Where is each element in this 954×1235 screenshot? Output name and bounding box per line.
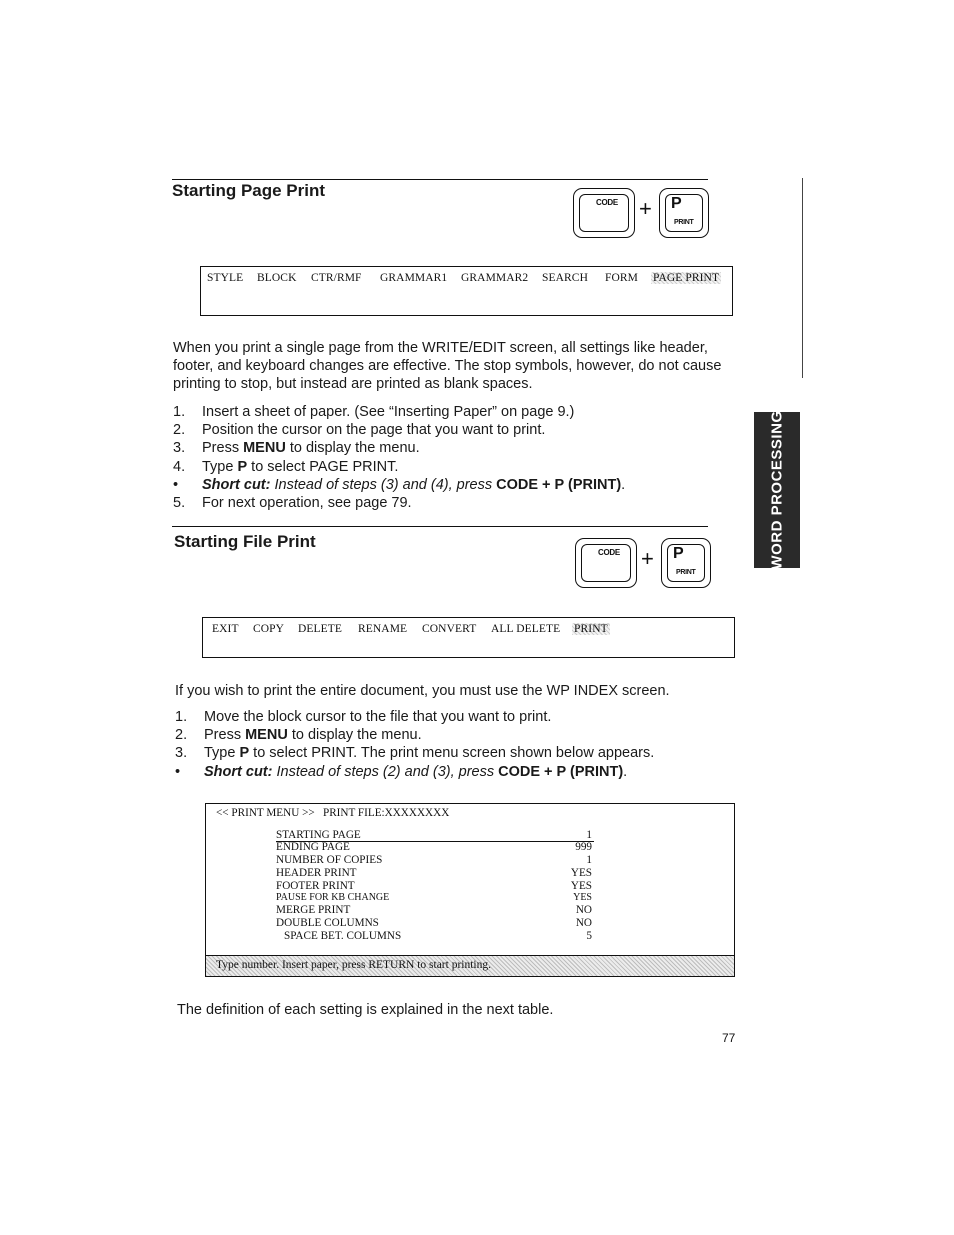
setting-value[interactable]: 999 — [575, 841, 592, 853]
status-message: Type number. Insert paper, press RETURN to start printing. — [216, 959, 492, 971]
p-key-icon — [659, 188, 709, 238]
list-item: 3. Type P to select PRINT. The print menu screen shown below appears. — [175, 745, 655, 762]
print-menu-screen — [205, 803, 735, 956]
menu-item-style[interactable]: STYLE — [207, 272, 244, 284]
plus-sign: + — [639, 196, 652, 221]
p-key-label: PRINT — [676, 569, 696, 576]
list-item: 1. Move the block cursor to the file that you want to print. — [175, 709, 552, 725]
section1-key-combo — [570, 186, 710, 238]
setting-label: MERGE PRINT — [276, 904, 351, 916]
section2-heading: Starting File Print — [174, 532, 316, 551]
list-item: 3. Press MENU to display the menu. — [173, 440, 420, 457]
section2-rule — [172, 526, 708, 527]
list-item: 1. Insert a sheet of paper. (See “Inserting Paper” on page 9.) — [173, 404, 575, 420]
page-number: 77 — [722, 1031, 736, 1045]
section1-paragraph: When you print a single page from the WRITE/EDIT screen, all settings like header, footer, and keyboard changes are effective. The stop symbols, however, do not cause printing to stop, but instead are printed as blank spaces. — [173, 340, 722, 392]
menu-item-block[interactable]: BLOCK — [257, 272, 297, 284]
menu-item-grammar1[interactable]: GRAMMAR1 — [380, 272, 448, 284]
section-tab-label: WORD PROCESSING — [768, 410, 786, 570]
setting-label: PAUSE FOR KB CHANGE — [276, 892, 390, 903]
menu-item-exit[interactable]: EXIT — [212, 623, 239, 635]
setting-value[interactable]: YES — [573, 892, 592, 903]
section-tab — [754, 412, 800, 568]
setting-value[interactable]: 1 — [586, 829, 592, 841]
setting-value[interactable]: NO — [575, 904, 592, 916]
margin-line — [802, 178, 803, 378]
section2-paragraph: If you wish to print the entire document, you must use the WP INDEX screen. — [175, 683, 670, 699]
setting-value[interactable]: YES — [570, 880, 592, 892]
setting-label: SPACE BET. COLUMNS — [284, 930, 402, 942]
setting-value[interactable]: 5 — [586, 930, 592, 942]
setting-label: STARTING PAGE — [276, 829, 361, 841]
shortcut-item: • Short cut: Instead of steps (3) and (4), press CODE + P (PRINT). — [173, 476, 626, 493]
p-key-label: PRINT — [674, 219, 694, 226]
code-key-icon — [575, 538, 637, 588]
section1-heading: Starting Page Print — [172, 181, 326, 200]
list-item: 2. Press MENU to display the menu. — [175, 727, 422, 744]
menu-item-all-delete[interactable]: ALL DELETE — [491, 623, 561, 635]
setting-label: DOUBLE COLUMNS — [276, 917, 379, 929]
plus-sign: + — [641, 546, 654, 571]
menu-item-convert[interactable]: CONVERT — [422, 623, 477, 635]
print-status-bar — [205, 955, 735, 977]
setting-label: FOOTER PRINT — [276, 880, 355, 892]
setting-label: NUMBER OF COPIES — [276, 854, 383, 866]
write-edit-menu — [200, 266, 733, 316]
menu-item-print[interactable]: PRINT — [574, 623, 608, 635]
p-key-icon — [661, 538, 711, 588]
wp-index-menu — [202, 617, 735, 658]
menu-item-grammar2[interactable]: GRAMMAR2 — [461, 272, 529, 284]
code-key-label: CODE — [598, 548, 620, 557]
shortcut-item: • Short cut: Instead of steps (2) and (3), press CODE + P (PRINT). — [175, 763, 628, 780]
print-file-name: PRINT FILE:XXXXXXXX — [323, 807, 450, 819]
section2-steps — [175, 708, 755, 781]
section1-steps — [173, 403, 753, 512]
setting-value[interactable]: NO — [575, 917, 592, 929]
menu-item-copy[interactable]: COPY — [253, 623, 285, 635]
code-key-label: CODE — [596, 198, 618, 207]
menu-item-search[interactable]: SEARCH — [542, 272, 588, 284]
code-key-icon — [573, 188, 635, 238]
menu-item-delete[interactable]: DELETE — [298, 623, 343, 635]
list-item: 5. For next operation, see page 79. — [173, 494, 412, 511]
print-menu-title: << PRINT MENU >> — [216, 807, 315, 819]
menu-item-ctr-rmf[interactable]: CTR/RMF — [311, 272, 362, 284]
section2-key-combo — [572, 536, 712, 588]
closing-paragraph: The definition of each setting is explained in the next table. — [177, 1002, 554, 1018]
section1-rule — [172, 179, 708, 180]
list-item: 2. Position the cursor on the page that you want to print. — [173, 422, 546, 439]
menu-item-form[interactable]: FORM — [605, 272, 638, 284]
menu-item-page-print[interactable]: PAGE PRINT — [653, 272, 720, 284]
setting-label: HEADER PRINT — [276, 867, 357, 879]
p-key-letter: P — [671, 195, 682, 212]
list-item: 4. Type P to select PAGE PRINT. — [173, 458, 399, 475]
setting-value[interactable]: 1 — [586, 854, 592, 866]
p-key-letter: P — [673, 545, 684, 562]
setting-label: ENDING PAGE — [276, 841, 350, 853]
setting-value[interactable]: YES — [570, 867, 592, 879]
menu-item-rename[interactable]: RENAME — [358, 623, 408, 635]
